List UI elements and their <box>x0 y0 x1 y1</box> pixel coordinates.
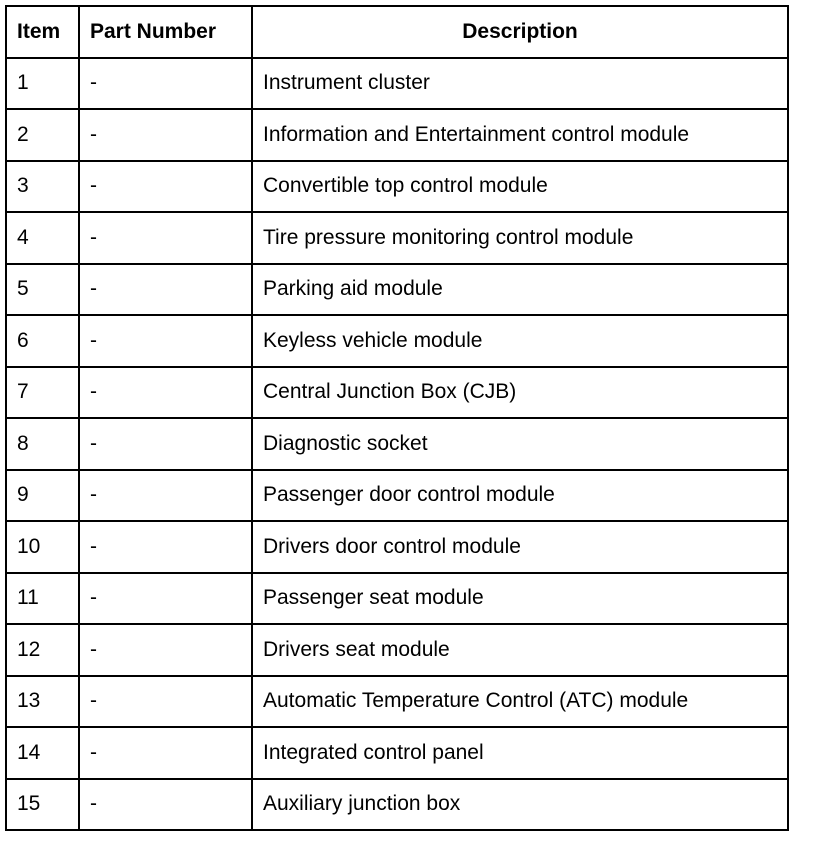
cell-description: Integrated control panel <box>252 727 788 779</box>
cell-description: Automatic Temperature Control (ATC) module <box>252 676 788 728</box>
header-part-number: Part Number <box>79 6 252 58</box>
cell-part-number: - <box>79 212 252 264</box>
table-row <box>6 779 788 831</box>
cell-part-number: - <box>79 573 252 625</box>
cell-item: 7 <box>6 367 79 419</box>
cell-item: 4 <box>6 212 79 264</box>
cell-item: 1 <box>6 58 79 110</box>
cell-item: 10 <box>6 521 79 573</box>
table-row <box>6 212 788 264</box>
cell-item: 13 <box>6 676 79 728</box>
table-row <box>6 521 788 573</box>
cell-part-number: - <box>79 418 252 470</box>
table-row <box>6 58 788 110</box>
cell-description: Instrument cluster <box>252 58 788 110</box>
cell-part-number: - <box>79 624 252 676</box>
cell-item: 2 <box>6 109 79 161</box>
cell-part-number: - <box>79 779 252 831</box>
table-row <box>6 470 788 522</box>
cell-part-number: - <box>79 367 252 419</box>
header-description: Description <box>252 6 788 58</box>
table-row <box>6 367 788 419</box>
cell-item: 8 <box>6 418 79 470</box>
cell-item: 11 <box>6 573 79 625</box>
cell-part-number: - <box>79 264 252 316</box>
table-row <box>6 573 788 625</box>
cell-item: 5 <box>6 264 79 316</box>
cell-description: Information and Entertainment control module <box>252 109 788 161</box>
cell-description: Central Junction Box (CJB) <box>252 367 788 419</box>
cell-part-number: - <box>79 315 252 367</box>
cell-description: Convertible top control module <box>252 161 788 213</box>
cell-item: 15 <box>6 779 79 831</box>
cell-item: 6 <box>6 315 79 367</box>
cell-part-number: - <box>79 521 252 573</box>
table-row <box>6 264 788 316</box>
table-row <box>6 418 788 470</box>
cell-description: Tire pressure monitoring control module <box>252 212 788 264</box>
table-header-row <box>6 6 788 58</box>
cell-description: Auxiliary junction box <box>252 779 788 831</box>
cell-part-number: - <box>79 470 252 522</box>
cell-item: 12 <box>6 624 79 676</box>
cell-description: Passenger seat module <box>252 573 788 625</box>
cell-item: 3 <box>6 161 79 213</box>
cell-description: Parking aid module <box>252 264 788 316</box>
table-row <box>6 109 788 161</box>
parts-table <box>5 5 789 831</box>
cell-description: Keyless vehicle module <box>252 315 788 367</box>
table-row <box>6 727 788 779</box>
cell-part-number: - <box>79 58 252 110</box>
cell-description: Drivers door control module <box>252 521 788 573</box>
cell-description: Diagnostic socket <box>252 418 788 470</box>
cell-part-number: - <box>79 161 252 213</box>
cell-item: 9 <box>6 470 79 522</box>
cell-part-number: - <box>79 676 252 728</box>
table-row <box>6 161 788 213</box>
table-row <box>6 676 788 728</box>
cell-part-number: - <box>79 109 252 161</box>
table-body <box>6 58 788 831</box>
cell-part-number: - <box>79 727 252 779</box>
cell-description: Drivers seat module <box>252 624 788 676</box>
header-item: Item <box>6 6 79 58</box>
cell-item: 14 <box>6 727 79 779</box>
cell-description: Passenger door control module <box>252 470 788 522</box>
table-row <box>6 624 788 676</box>
table-row <box>6 315 788 367</box>
